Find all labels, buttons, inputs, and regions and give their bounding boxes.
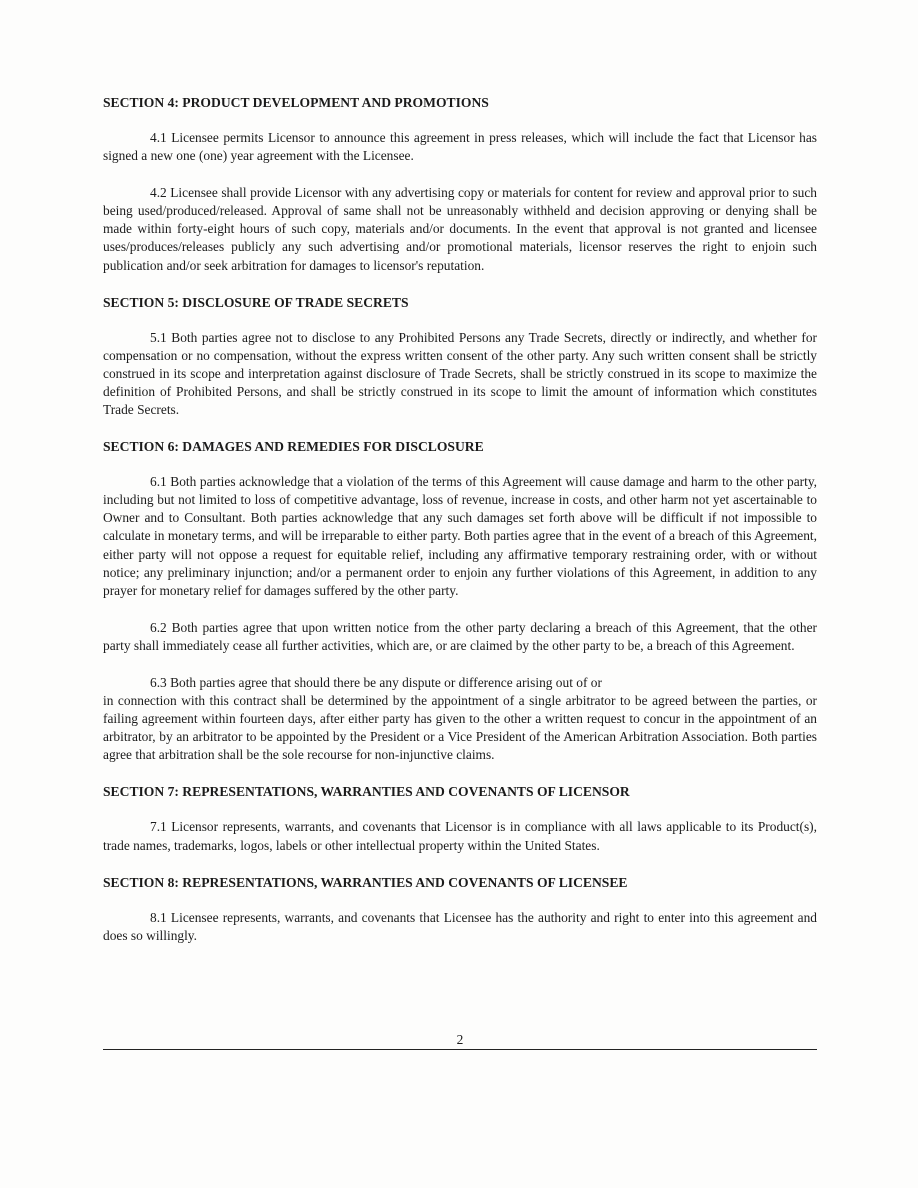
paragraph-6-1: 6.1 Both parties acknowledge that a violation of the terms of this Agreement will cause damage and harm to the other party, including but not limited to loss of competitive advantage, loss of revenue, increase in costs, and other harm not yet ascertainable to Owner and to Consultant. Both parties acknowledge that any such damages set forth above will be difficult if not impossible to calculate in monetary terms, and will be irreparable to either party. Both parties agree that in the event of a breach of this Agreement, either party will not oppose a request for equitable relief, including any affirmative temporary restraining order, with or without notice; any preliminary injunction; and/or a permanent order to enjoin any further violations of this Agreement, in addition to any prayer for monetary relief for damages suffered by the other party. <box>103 474 817 598</box>
footer-divider <box>103 1049 817 1050</box>
paragraph-5-1: 5.1 Both parties agree not to disclose to any Prohibited Persons any Trade Secrets, directly or indirectly, and whether for compensation or no compensation, without the express written consent of the other party. Any such written consent shall be strictly construed in its scope and interpretation against disclosure of Trade Secrets, shall be strictly construed in its scope to maximize the definition of Prohibited Persons, and shall be strictly construed in its scope to limit the amount of information which constitutes Trade Secrets. <box>103 329 817 418</box>
paragraph-6-2: 6.2 Both parties agree that upon written notice from the other party declaring a breach of this Agreement, that the other party shall immediately cease all further activities, which are, or are claimed by the other party to be, a breach of this Agreement. <box>103 619 817 653</box>
paragraph-6-3 <box>103 674 817 764</box>
document-body <box>103 94 817 945</box>
paragraph-6-3-first-line: 6.3 Both parties agree that should there be any dispute or difference arising out of or <box>150 674 602 690</box>
paragraph-8-1: 8.1 Licensee represents, warrants, and covenants that Licensee has the authority and right to enter into this agreement and does so willingly. <box>103 909 817 943</box>
paragraph-6-3-rest: in connection with this contract shall be determined by the appointment of a single arbitrator to be agreed between the parties, or failing agreement within fourteen days, after either party has given to the other a written request to concur in the appointment of an arbitrator, by an arbitrator to be appointed by the President or a Vice President of the American Arbitration Association. Both parties agree that arbitration shall be the sole recourse for non-injunctive claims. <box>103 693 817 763</box>
paragraph-4-2: 4.2 Licensee shall provide Licensor with any advertising copy or materials for content for review and approval prior to such being used/produced/released. Approval of same shall not be unreasonably withheld and decision approving or denying shall be made within forty-eight hours of such copy, materials and/or documents. In the event that approval is not granted and licensee uses/produces/releases publicly any such advertising and/or promotional materials, licensor reserves the right to enjoin such publication and/or seek arbitration for damages to licensor's reputation. <box>103 185 817 273</box>
section-4-title: SECTION 4: PRODUCT DEVELOPMENT AND PROMOTIONS <box>103 95 489 110</box>
page-footer <box>103 1032 817 1050</box>
section-5-title: SECTION 5: DISCLOSURE OF TRADE SECRETS <box>103 294 409 310</box>
page-number: 2 <box>456 1032 464 1047</box>
paragraph-4-1: 4.1 Licensee permits Licensor to announce this agreement in press releases, which will include the fact that Licensor has signed a new one (one) year agreement with the Licensee. <box>103 130 817 164</box>
section-7-title: SECTION 7: REPRESENTATIONS, WARRANTIES AND COVENANTS OF LICENSOR <box>103 784 630 800</box>
section-8-title: SECTION 8: REPRESENTATIONS, WARRANTIES AND COVENANTS OF LICENSEE <box>103 874 628 890</box>
section-6-title: SECTION 6: DAMAGES AND REMEDIES FOR DISCLOSURE <box>103 439 484 455</box>
paragraph-7-1: 7.1 Licensor represents, warrants, and covenants that Licensor is in compliance with all laws applicable to its Product(s), trade names, trademarks, logos, labels or other intellectual property within the United States. <box>103 819 817 853</box>
